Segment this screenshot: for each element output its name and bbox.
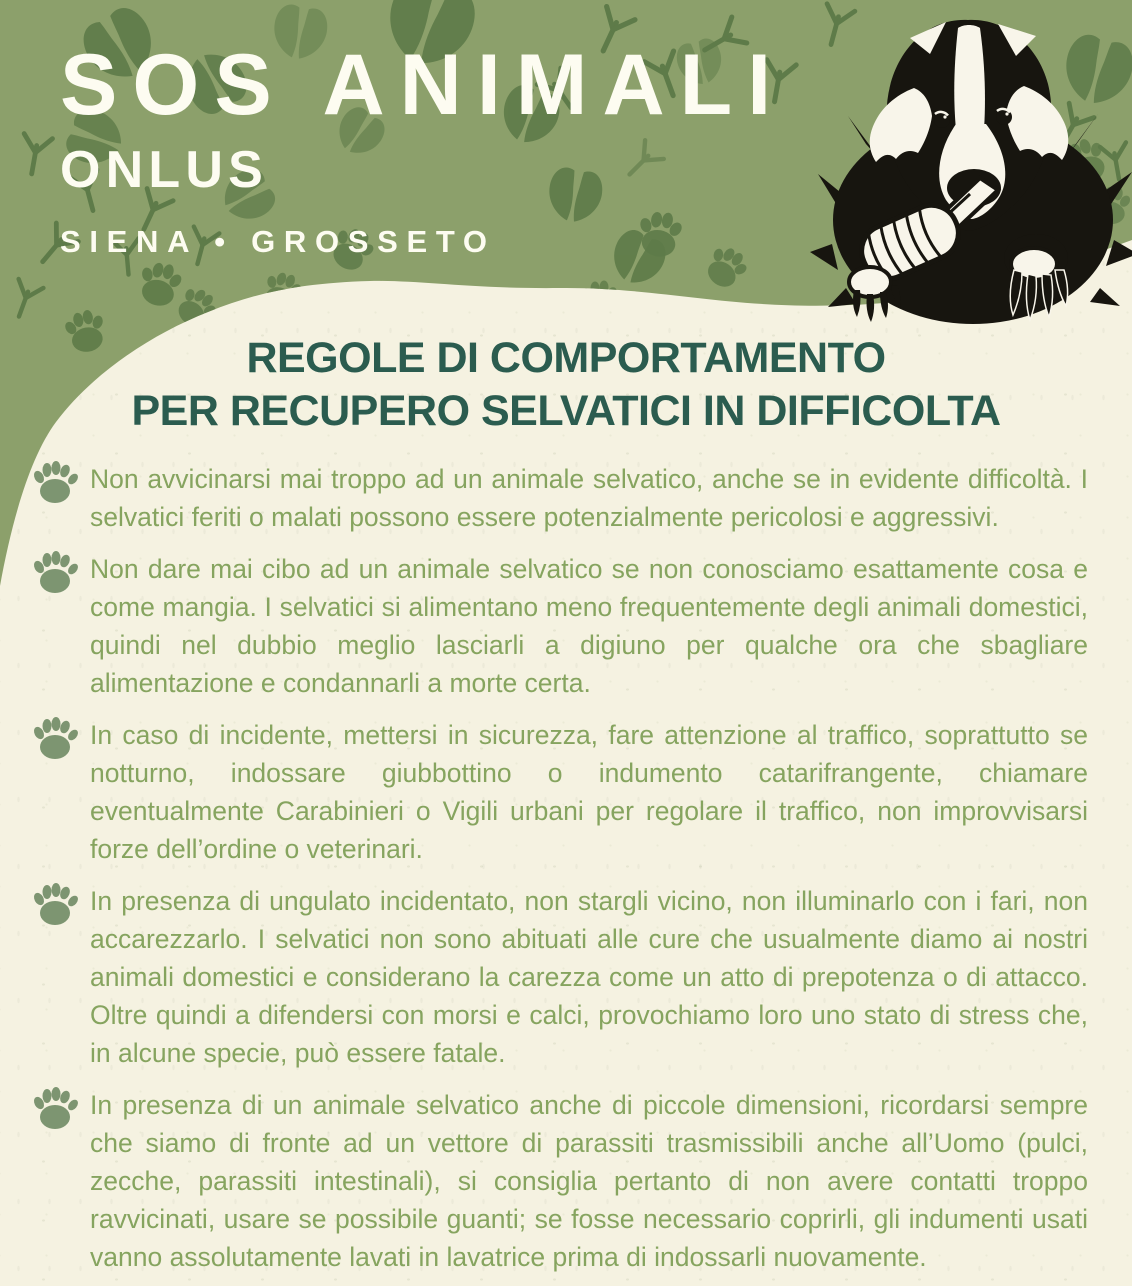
list-item (30, 1086, 1088, 1276)
rule-text: Non dare mai cibo ad un animale selvatico se non conosciamo esattamente cosa e come mangia. I selvatici si alimentano meno frequentemente degli animali domestici, quindi nel dubbio meglio lasciarli a digiuno per qualche ora che sbagliare alimentazione e condannarli a morte certa. (90, 554, 1088, 698)
brand-block (60, 37, 787, 260)
list-item (30, 460, 1088, 536)
paw-print-icon (30, 461, 80, 507)
list-item (30, 716, 1088, 868)
org-locations: SIENA • GROSSETO (60, 224, 496, 260)
org-name: SOS ANIMALI (60, 37, 787, 133)
paw-print-icon (30, 551, 80, 597)
rule-text: In presenza di ungulato incidentato, non stargli vicino, non illuminarlo con i fari, non accarezzarlo. I selvatici non sono abituati alle cure che usualmente diamo ai nostri animali domestici e considerano la carezza come un atto di prepotenza o di attacco. Oltre quindi a difendersi con morsi e calci, provochiamo loro uno stato di stress che, in alcune specie, può essere fatale. (90, 886, 1088, 1068)
paw-print-icon (30, 1087, 80, 1133)
page-title-line1: REGOLE DI COMPORTAMENTO (246, 334, 886, 382)
list-item (30, 882, 1088, 1072)
org-type: ONLUS (60, 141, 268, 200)
paw-print-icon (30, 883, 80, 929)
rule-text: In caso di incidente, mettersi in sicurezza, fare attenzione al traffico, soprattutto se notturno, indossare giubbottino o indumento catarifrangente, chiamare eventualmente Carabinieri o Vigili urbani per regolare il traffico, non improvvisarsi forze dell’ordine o veterinari. (90, 720, 1088, 864)
page-title-line2: PER RECUPERO SELVATICI IN DIFFICOLTA (131, 387, 1001, 436)
paw-print-icon (30, 717, 80, 763)
list-item (30, 550, 1088, 702)
rule-text: In presenza di un animale selvatico anche di piccole dimensioni, ricordarsi sempre che siamo di fronte ad un vettore di parassiti trasmissibili anche all’Uomo (pulci, zecche, parassiti intestinali), si consiglia pertanto di non avere contatti troppo ravvicinati, usare se possibile guanti; se fosse necessario coprirli, gli indumenti usati vanno assolutamente lavati in lavatrice prima di indossarli nuovamente. (90, 1090, 1088, 1272)
rule-text: Non avvicinarsi mai troppo ad un animale selvatico, anche se in evidente difficoltà. I selvatici feriti o malati possono essere potenzialmente pericolosi e aggressivi. (90, 464, 1088, 532)
rules-list (30, 460, 1088, 1286)
page-title (0, 332, 1132, 439)
